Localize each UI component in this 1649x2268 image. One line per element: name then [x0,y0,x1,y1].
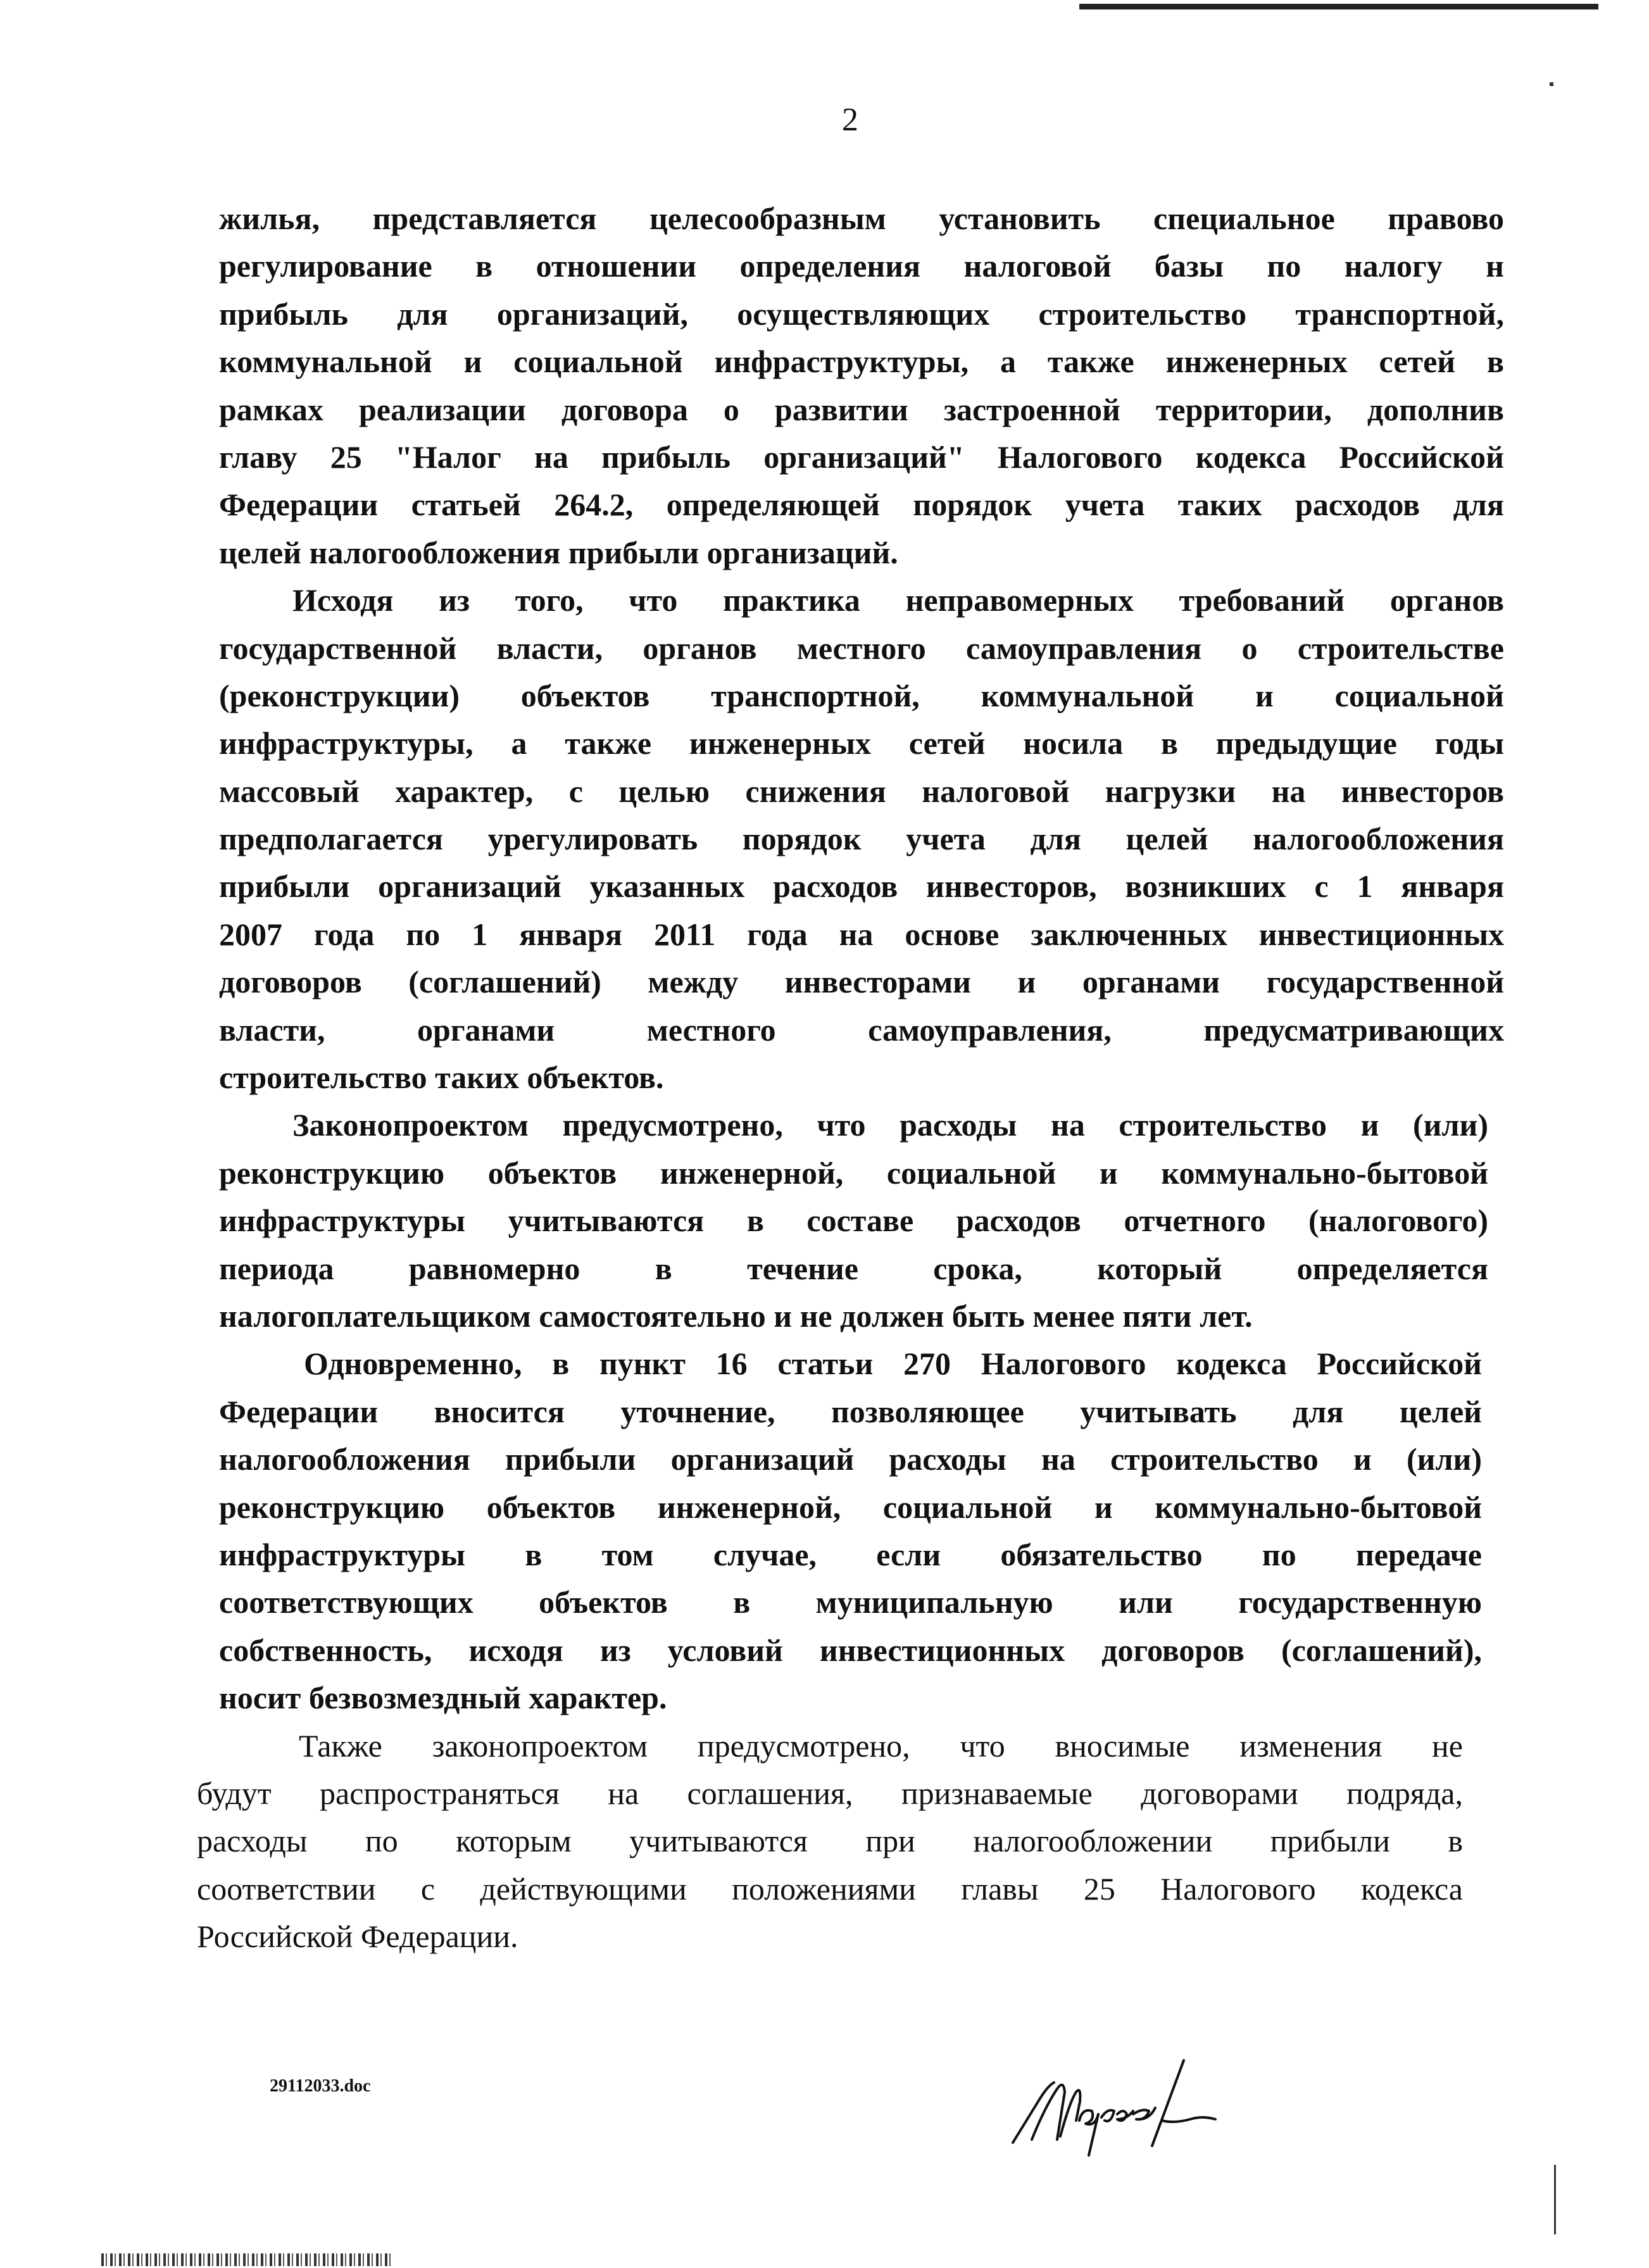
paragraph [0,195,1649,577]
text-line: регулирование в отношении определения налоговой базы по налогу н [219,248,1504,284]
page-number: 2 [842,102,858,138]
scan-speck [1554,2165,1556,2234]
text-line: Законопроектом предусмотрено, что расходы на строительство и (или) [292,1107,1488,1143]
text-line: инфраструктуры в том случае, если обязательство по передаче [219,1536,1482,1572]
text-line: коммунальной и социальной инфраструктуры, а также инженерных сетей в [219,344,1504,380]
text-line: реконструкцию объектов инженерной, социальной и коммунально-бытовой [219,1155,1488,1191]
paragraph [0,1340,1649,1722]
text-line: государственной власти, органов местного самоуправления о строительстве [219,630,1504,666]
document-body [0,195,1649,1960]
footer-filename: 29112033.doc [270,2076,371,2096]
text-line: (реконструкции) объектов транспортной, коммунальной и социальной [219,677,1504,713]
text-line: носит безвозмездный характер. [219,1680,667,1716]
scan-border-line [1079,4,1598,9]
text-line: массовый характер, с целью снижения налоговой нагрузки на инвесторов [219,773,1504,809]
text-line: налогоплательщиком самостоятельно и не должен быть менее пяти лет. [219,1298,1253,1334]
text-line: главу 25 "Налог на прибыль организаций" Налогового кодекса Российской [219,439,1504,475]
text-line: расходы по которым учитываются при налогообложении прибыли в [197,1823,1463,1859]
text-line: будут распространяться на соглашения, признаваемые договорами подряда, [197,1775,1463,1811]
text-line: реконструкцию объектов инженерной, социальной и коммунально-бытовой [219,1489,1482,1525]
text-line: соответствующих объектов в муниципальную или государственную [219,1584,1482,1620]
scan-noise [101,2253,392,2266]
signature [1000,2045,1304,2165]
text-line: инфраструктуры, а также инженерных сетей носила в предыдущие годы [219,725,1504,761]
text-line: Федерации вносится уточнение, позволяющее учитывать для целей [219,1393,1482,1429]
text-line: соответствии с действующими положениями главы 25 Налогового кодекса [197,1870,1463,1907]
paragraph [0,577,1649,1101]
scan-speck [1550,82,1553,86]
text-line: Российской Федерации. [197,1919,518,1955]
text-line: прибыли организаций указанных расходов инвесторов, возникших с 1 января [219,868,1504,905]
text-line: предполагается урегулировать порядок учета для целей налогообложения [219,821,1504,857]
text-line: прибыль для организаций, осуществляющих строительство транспортной, [219,296,1504,332]
text-line: рамках реализации договора о развитии застроенной территории, дополнив [219,391,1504,427]
text-line: жилья, представляется целесообразным установить специальное правово [219,201,1504,236]
text-line: договоров (соглашений) между инвесторами и органами государственной [219,964,1504,1000]
text-line: Исходя из того, что практика неправомерных требований органов [292,582,1504,618]
text-line: 2007 года по 1 января 2011 года на основе заключенных инвестиционных [219,916,1504,952]
paragraph [0,1101,1649,1340]
text-line: собственность, исходя из условий инвестиционных договоров (соглашений), [219,1632,1482,1668]
text-line: строительство таких объектов. [219,1060,664,1096]
paragraph [0,1722,1649,1961]
text-line: Федерации статьей 264.2, определяющей порядок учета таких расходов для [219,487,1504,523]
text-line: Также законопроектом предусмотрено, что вносимые изменения не [299,1727,1463,1764]
text-line: налогообложения прибыли организаций расходы на строительство и (или) [219,1441,1482,1477]
text-line: власти, органами местного самоуправления, предусматривающих [219,1012,1504,1048]
text-line: периода равномерно в течение срока, который определяется [219,1250,1488,1286]
text-line: инфраструктуры учитываются в составе расходов отчетного (налогового) [219,1203,1488,1239]
text-line: Одновременно, в пункт 16 статьи 270 Налогового кодекса Российской [304,1346,1482,1382]
text-line: целей налогообложения прибыли организаций. [219,534,898,570]
